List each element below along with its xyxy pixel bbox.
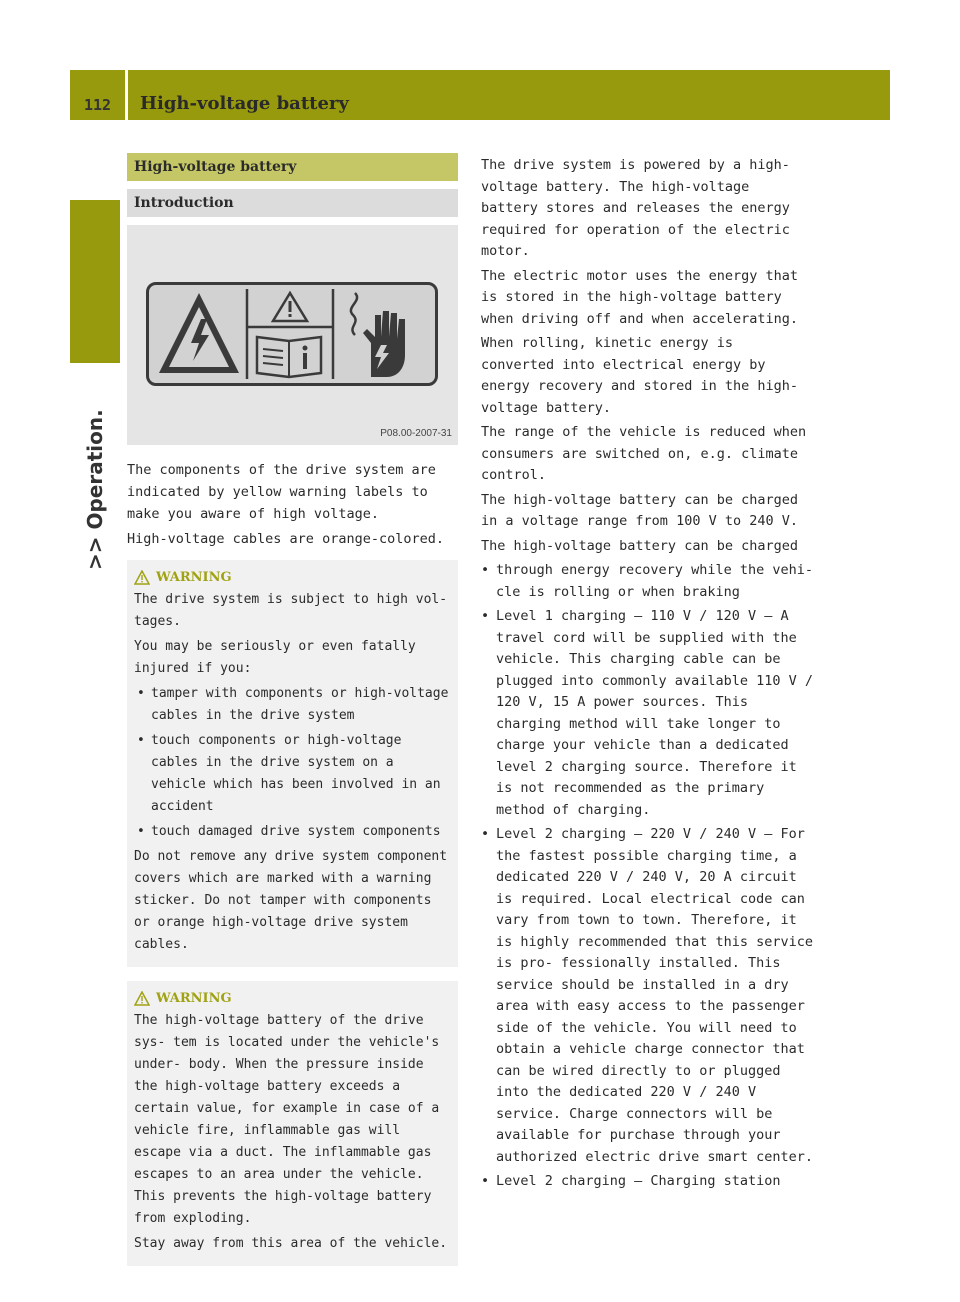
- warning-title: WARNING: [156, 570, 232, 585]
- warning-bullet: • tamper with components or high-voltage cables in the drive system: [134, 683, 451, 727]
- right-column: [481, 155, 813, 1196]
- body-paragraph: The range of the vehicle is reduced when consumers are switched on, e.g. climate control.: [481, 424, 807, 483]
- body-paragraph: The high-voltage battery can be charged in a voltage range from 100 V to 240 V.: [481, 491, 798, 529]
- page-header: [70, 70, 890, 120]
- warning-box-battery-gas: [127, 981, 458, 1266]
- body-paragraph: When rolling, kinetic energy is converted into electrical energy by energy recovery and stored in the high-voltage battery.: [481, 335, 798, 416]
- charging-option-bullet: • Level 2 charging – Charging station: [481, 1171, 813, 1193]
- charging-option-bullet: • Level 2 charging – 220 V / 240 V – For the fastest possible charging time, a dedicated 220 V / 240 V, 20 A circuit is required. Local electrical code can vary from town to town. Therefore, it is highly recommended that this service is pro- fessionally installed. This service should be installed in a dry area with easy access to the passenger side of the vehicle. You will need to obtain a vehicle charge connector that can be wired directly to or plugged into the dedicated 220 V / 240 V service. Charge connectors will be available for purchase through your authorized electric drive smart center.: [481, 824, 813, 1168]
- section-title: High-voltage battery: [127, 153, 458, 181]
- body-paragraph: The electric motor uses the energy that is stored in the high-voltage battery when driving off and when accelerating.: [481, 267, 798, 327]
- warning-label-plate: [146, 282, 438, 386]
- chapter-label: [70, 370, 120, 730]
- warning-text: Do not remove any drive system component covers which are marked with a warning sticker. Do not tamper with components or orange high-voltage drive system cables.: [134, 849, 448, 952]
- warning-label-figure: [127, 225, 458, 445]
- chapter-label-text: >> Operation.: [83, 409, 107, 570]
- intro-text: [127, 459, 458, 550]
- high-voltage-triangle-icon: [159, 293, 239, 373]
- intro-paragraph: High-voltage cables are orange-colored.: [127, 531, 444, 547]
- warning-bullet: • touch components or high-voltage cables in the drive system on a vehicle which has been involved in an accident: [134, 730, 451, 818]
- header-divider: [125, 70, 128, 120]
- body-paragraph: The drive system is powered by a high- voltage battery. The high-voltage battery stores and releases the energy required for operation of the electric motor.: [481, 157, 790, 259]
- charging-option-bullet: • through energy recovery while the vehi- cle is rolling or when braking: [481, 560, 813, 603]
- warning-text: The drive system is subject to high vol- tages.: [134, 592, 448, 629]
- warning-title: WARNING: [156, 991, 232, 1006]
- warning-heading: [134, 991, 451, 1006]
- warning-triangle-icon: [134, 991, 150, 1006]
- warning-box-drive-system: [127, 560, 458, 967]
- read-manual-icon: [257, 337, 321, 377]
- warning-text: Stay away from this area of the vehicle.: [134, 1236, 448, 1251]
- charging-option-bullet: • Level 1 charging – 110 V / 120 V – A travel cord will be supplied with the vehicle. This charging cable can be plugged into commonly available 110 V / 120 V, 15 A power sources. This charging method will take longer to charge your vehicle than a dedicated level 2 charging source. Therefore it is not recommended as the primary method of charging.: [481, 606, 813, 821]
- body-paragraph: The high-voltage battery can be charged: [481, 537, 798, 554]
- subsection-title: Introduction: [127, 189, 458, 217]
- warning-bullet: • touch damaged drive system components: [134, 821, 451, 843]
- warning-text: The high-voltage battery of the drive sys- tem is located under the vehicle's under- body. When the pressure inside the high-voltage battery exceeds a certain value, for example in case of a vehicle fire, inflammable gas will escape via a duct. The inflammable gas escapes to an area under the vehicle. This prevents the high-voltage battery from exploding.: [134, 1013, 440, 1226]
- page-number: 112: [84, 96, 112, 114]
- warning-text: You may be seriously or even fatally injured if you:: [134, 639, 416, 676]
- left-column: [127, 153, 458, 1266]
- figure-caption: P08.00-2007-31: [380, 428, 452, 439]
- chapter-tab: [70, 200, 120, 363]
- caution-triangle-icon: [273, 293, 307, 321]
- warning-heading: [134, 570, 451, 585]
- warning-label-symbols: [149, 285, 435, 383]
- header-title: High-voltage battery: [140, 93, 349, 114]
- no-touch-hand-icon: [351, 293, 405, 377]
- intro-paragraph: The components of the drive system are indicated by yellow warning labels to make you aware of high voltage.: [127, 462, 436, 522]
- warning-triangle-icon: [134, 570, 150, 585]
